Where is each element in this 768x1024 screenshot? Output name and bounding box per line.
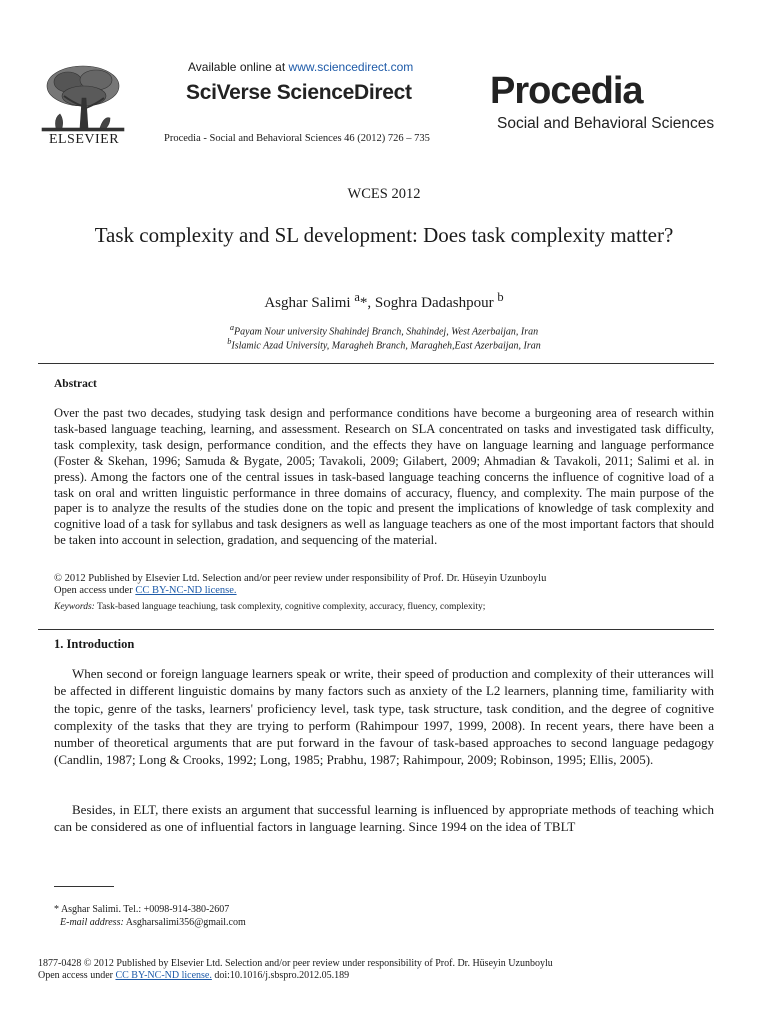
footnote-corresponding-author: * Asghar Salimi. Tel.: +0098-914-380-2607 bbox=[54, 904, 230, 915]
publisher-name: ELSEVIER bbox=[48, 132, 120, 147]
divider-top bbox=[38, 363, 714, 364]
divider-bottom bbox=[38, 629, 714, 630]
open-access-line: Open access under CC BY-NC-ND license. bbox=[54, 585, 237, 596]
keywords-line bbox=[54, 602, 485, 612]
journal-reference: Procedia - Social and Behavioral Sciences 46 (2012) 726 – 735 bbox=[164, 133, 430, 144]
intro-paragraph-2: Besides, in ELT, there exists an argument that successful learning is influenced by appropriate methods of teaching which can be considered as one of influential factors in language learning. Since 1994 on the idea of TBLT bbox=[54, 802, 714, 835]
affiliation-a: $^a$Payam Nour university Shahindej Branch, Shahindej, West Azerbaijan, Iran bbox=[229, 323, 539, 338]
available-prefix: Available online at bbox=[188, 60, 289, 74]
sciencedirect-link[interactable]: www.sciencedirect.com bbox=[288, 60, 414, 74]
conference-name: WCES 2012 bbox=[347, 186, 421, 202]
copyright-line: © 2012 Published by Elsevier Ltd. Selection and/or peer review under responsibility of Prof. Dr. Hüseyin Uzunboylu bbox=[54, 573, 547, 584]
footnote-email bbox=[60, 917, 246, 928]
keywords-label: Keywords: bbox=[54, 602, 95, 612]
journal-name: Procedia bbox=[490, 70, 643, 112]
author-list: Asghar Salimi $^a$*, Soghra Dadashpour $^b$ bbox=[264, 290, 504, 311]
paper-title: Task complexity and SL development: Does task complexity matter? bbox=[94, 223, 674, 247]
footer-copyright: 1877-0428 © 2012 Published by Elsevier Ltd. Selection and/or peer review under responsibility of Prof. Dr. Hüseyin Uzunboylu bbox=[38, 958, 553, 969]
abstract-heading: Abstract bbox=[54, 378, 97, 390]
footer-open-access: Open access under CC BY-NC-ND license. doi:10.1016/j.sbspro.2012.05.189 bbox=[38, 970, 350, 981]
available-online-line bbox=[188, 60, 413, 74]
abstract-text: Over the past two decades, studying task design and performance conditions have become a burgeoning area of research within task-based language teaching, learning, and assessment. Research on SLA concentrated on tasks and investigated task difficulty, task complexity, task design, performance condition, and the effects they have on language learning and language performance (Foster & Skehan, 1996; Samuda & Bygate, 2005; Tavakoli, 2009; Gilabert, 2009; Ahmadian & Tavakoli, 2011; Salimi et al. in press). Among the factors one of the central issues in task-based language teaching concerns the influence of cognitive load of a task on oral and written linguistic performance in three domains of accuracy, fluency, and complexity. The main purpose of the paper is to analyze the results of the studies done on the topic and present the implications of knowledge of task complexity and cognitive load of a task for syllabus and task designers as well as language teachers as one of the most important factors that should be taken into account in selection, gradation, and sequencing of the material. bbox=[54, 406, 714, 548]
email-address[interactable]: Asgharsalimi356@gmail.com bbox=[123, 917, 246, 928]
intro-paragraph-1: When second or foreign language learners speak or write, their speed of production and complexity of their utterances will be affected in different linguistic domains by many factors such as anxiety of the L2 learners, planning time, familiarity with the topic, genre of the tasks, learners' proficiency level, task type, task structure, task condition, and the degree of cognitive complexity of the tasks that they are trying to perform (Rahimpour 1997, 1999, 2008). In recent years, there have been a number of theoretical arguments that are put forward in the favour of task-based approaches to second language pedagogy (Candlin, 1987; Long & Crooks, 1992; Long, 1985; Prabhu, 1987; Rahimpour, 2009; Robinson, 1995; Ellis, 2005). bbox=[54, 666, 714, 768]
license-link[interactable]: CC BY-NC-ND license. bbox=[135, 585, 237, 596]
journal-subtitle: Social and Behavioral Sciences bbox=[497, 115, 715, 132]
footnote-rule bbox=[54, 886, 114, 887]
platform-name: SciVerse ScienceDirect bbox=[186, 81, 412, 104]
footer-license-link[interactable]: CC BY-NC-ND license. bbox=[115, 970, 212, 981]
affiliation-b: $^b$Islamic Azad University, Maragheh Branch, Maragheh,East Azerbaijan, Iran bbox=[227, 337, 541, 352]
keywords-list: Task-based language teachiung, task complexity, cognitive complexity, accuracy, fluency, complexity; bbox=[94, 602, 486, 612]
section-heading-introduction: 1. Introduction bbox=[54, 637, 135, 651]
doi: doi:10.1016/j.sbspro.2012.05.189 bbox=[211, 970, 350, 981]
email-label: E-mail address: bbox=[60, 917, 124, 928]
